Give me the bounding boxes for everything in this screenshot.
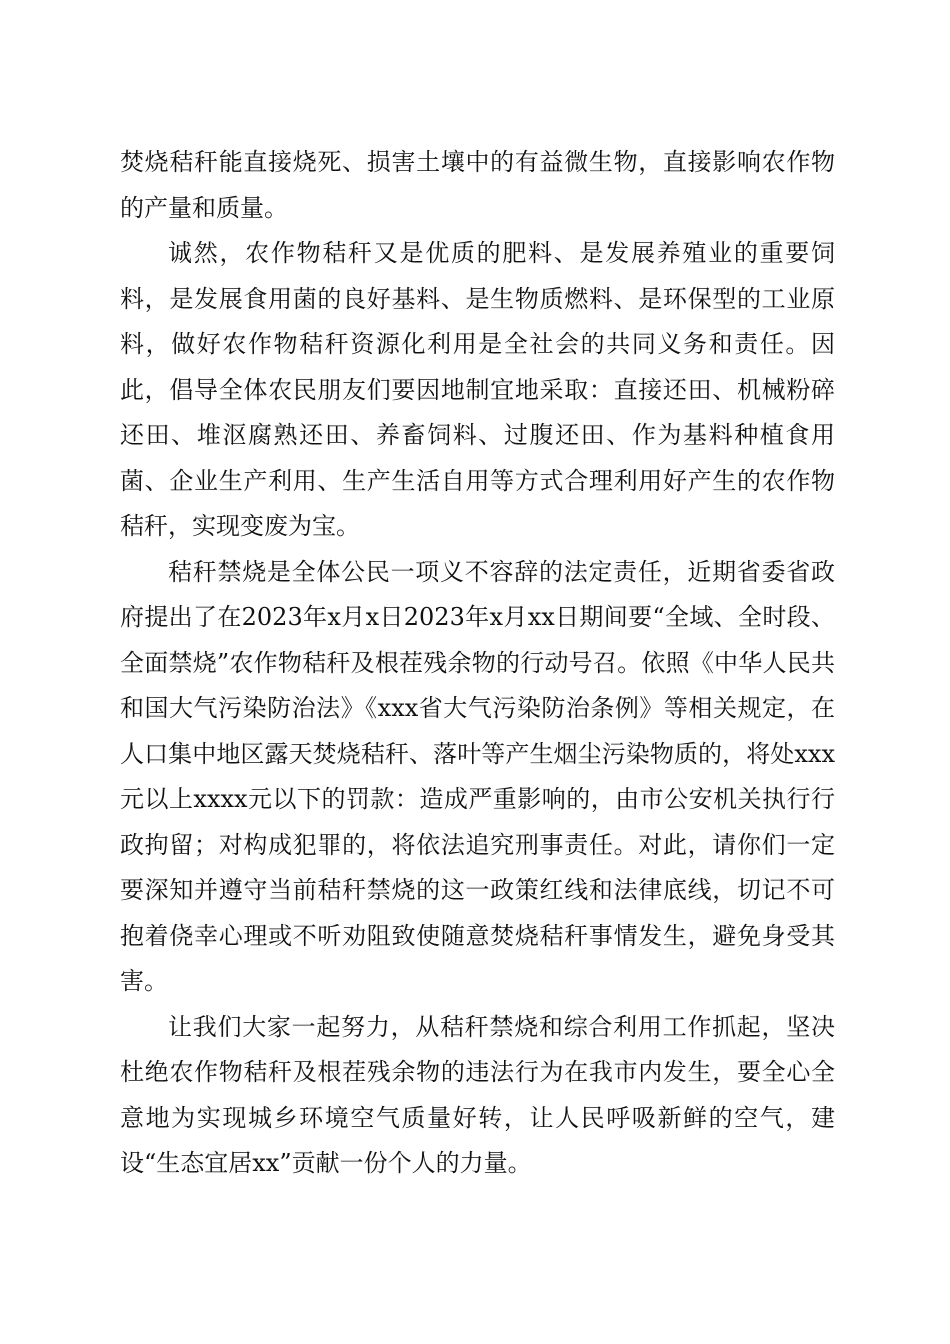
paragraph-1: 焚烧秸秆能直接烧死、损害土壤中的有益微生物，直接影响农作物的产量和质量。 (120, 148, 835, 222)
paragraph-2: 诚然，农作物秸秆又是优质的肥料、是发展养殖业的重要饲料，是发展食用菌的良好基料、是生物质燃料、是环保型的工业原料，做好农作物秸秆资源化利用是全社会的共同义务和责任。因此，倡导全体农民朋友们要因地制宜地采取：直接还田、机械粉碎还田、堆沤腐熟还田、养畜饲料、过腹还田、作为基料种植食用菌、企业生产利用、生产生活自用等方式合理利用好产生的农作物秸秆，实现变废为宝。 (120, 239, 835, 540)
paragraph-4: 让我们大家一起努力，从秸秆禁烧和综合利用工作抓起，坚决杜绝农作物秸秆及根茬残余物的违法行为在我市内发生，要全心全意地为实现城乡环境空气质量好转，让人民呼吸新鲜的空气，建设“生态宜居xx”贡献一份个人的力量。 (120, 1012, 835, 1177)
paragraph-3: 秸秆禁烧是全体公民一项义不容辞的法定责任，近期省委省政府提出了在2023年x月x日2023年x月xx日期间要“全域、全时段、全面禁烧”农作物秸秆及根茬残余物的行动号召。依照《中华人民共和国大气污染防治法》《xxx省大气污染防治条例》等相关规定，在人口集中地区露天焚烧秸秆、落叶等产生烟尘污染物质的，将处xxx元以上xxxx元以下的罚款：造成严重影响的，由市公安机关执行行政拘留；对构成犯罪的，将依法追究刑事责任。对此，请你们一定要深知并遵守当前秸秆禁烧的这一政策红线和法律底线，切记不可抱着侥幸心理或不听劝阻致使随意焚烧秸秆事情发生，避免身受其害。 (120, 557, 835, 995)
document-body (120, 140, 835, 1187)
